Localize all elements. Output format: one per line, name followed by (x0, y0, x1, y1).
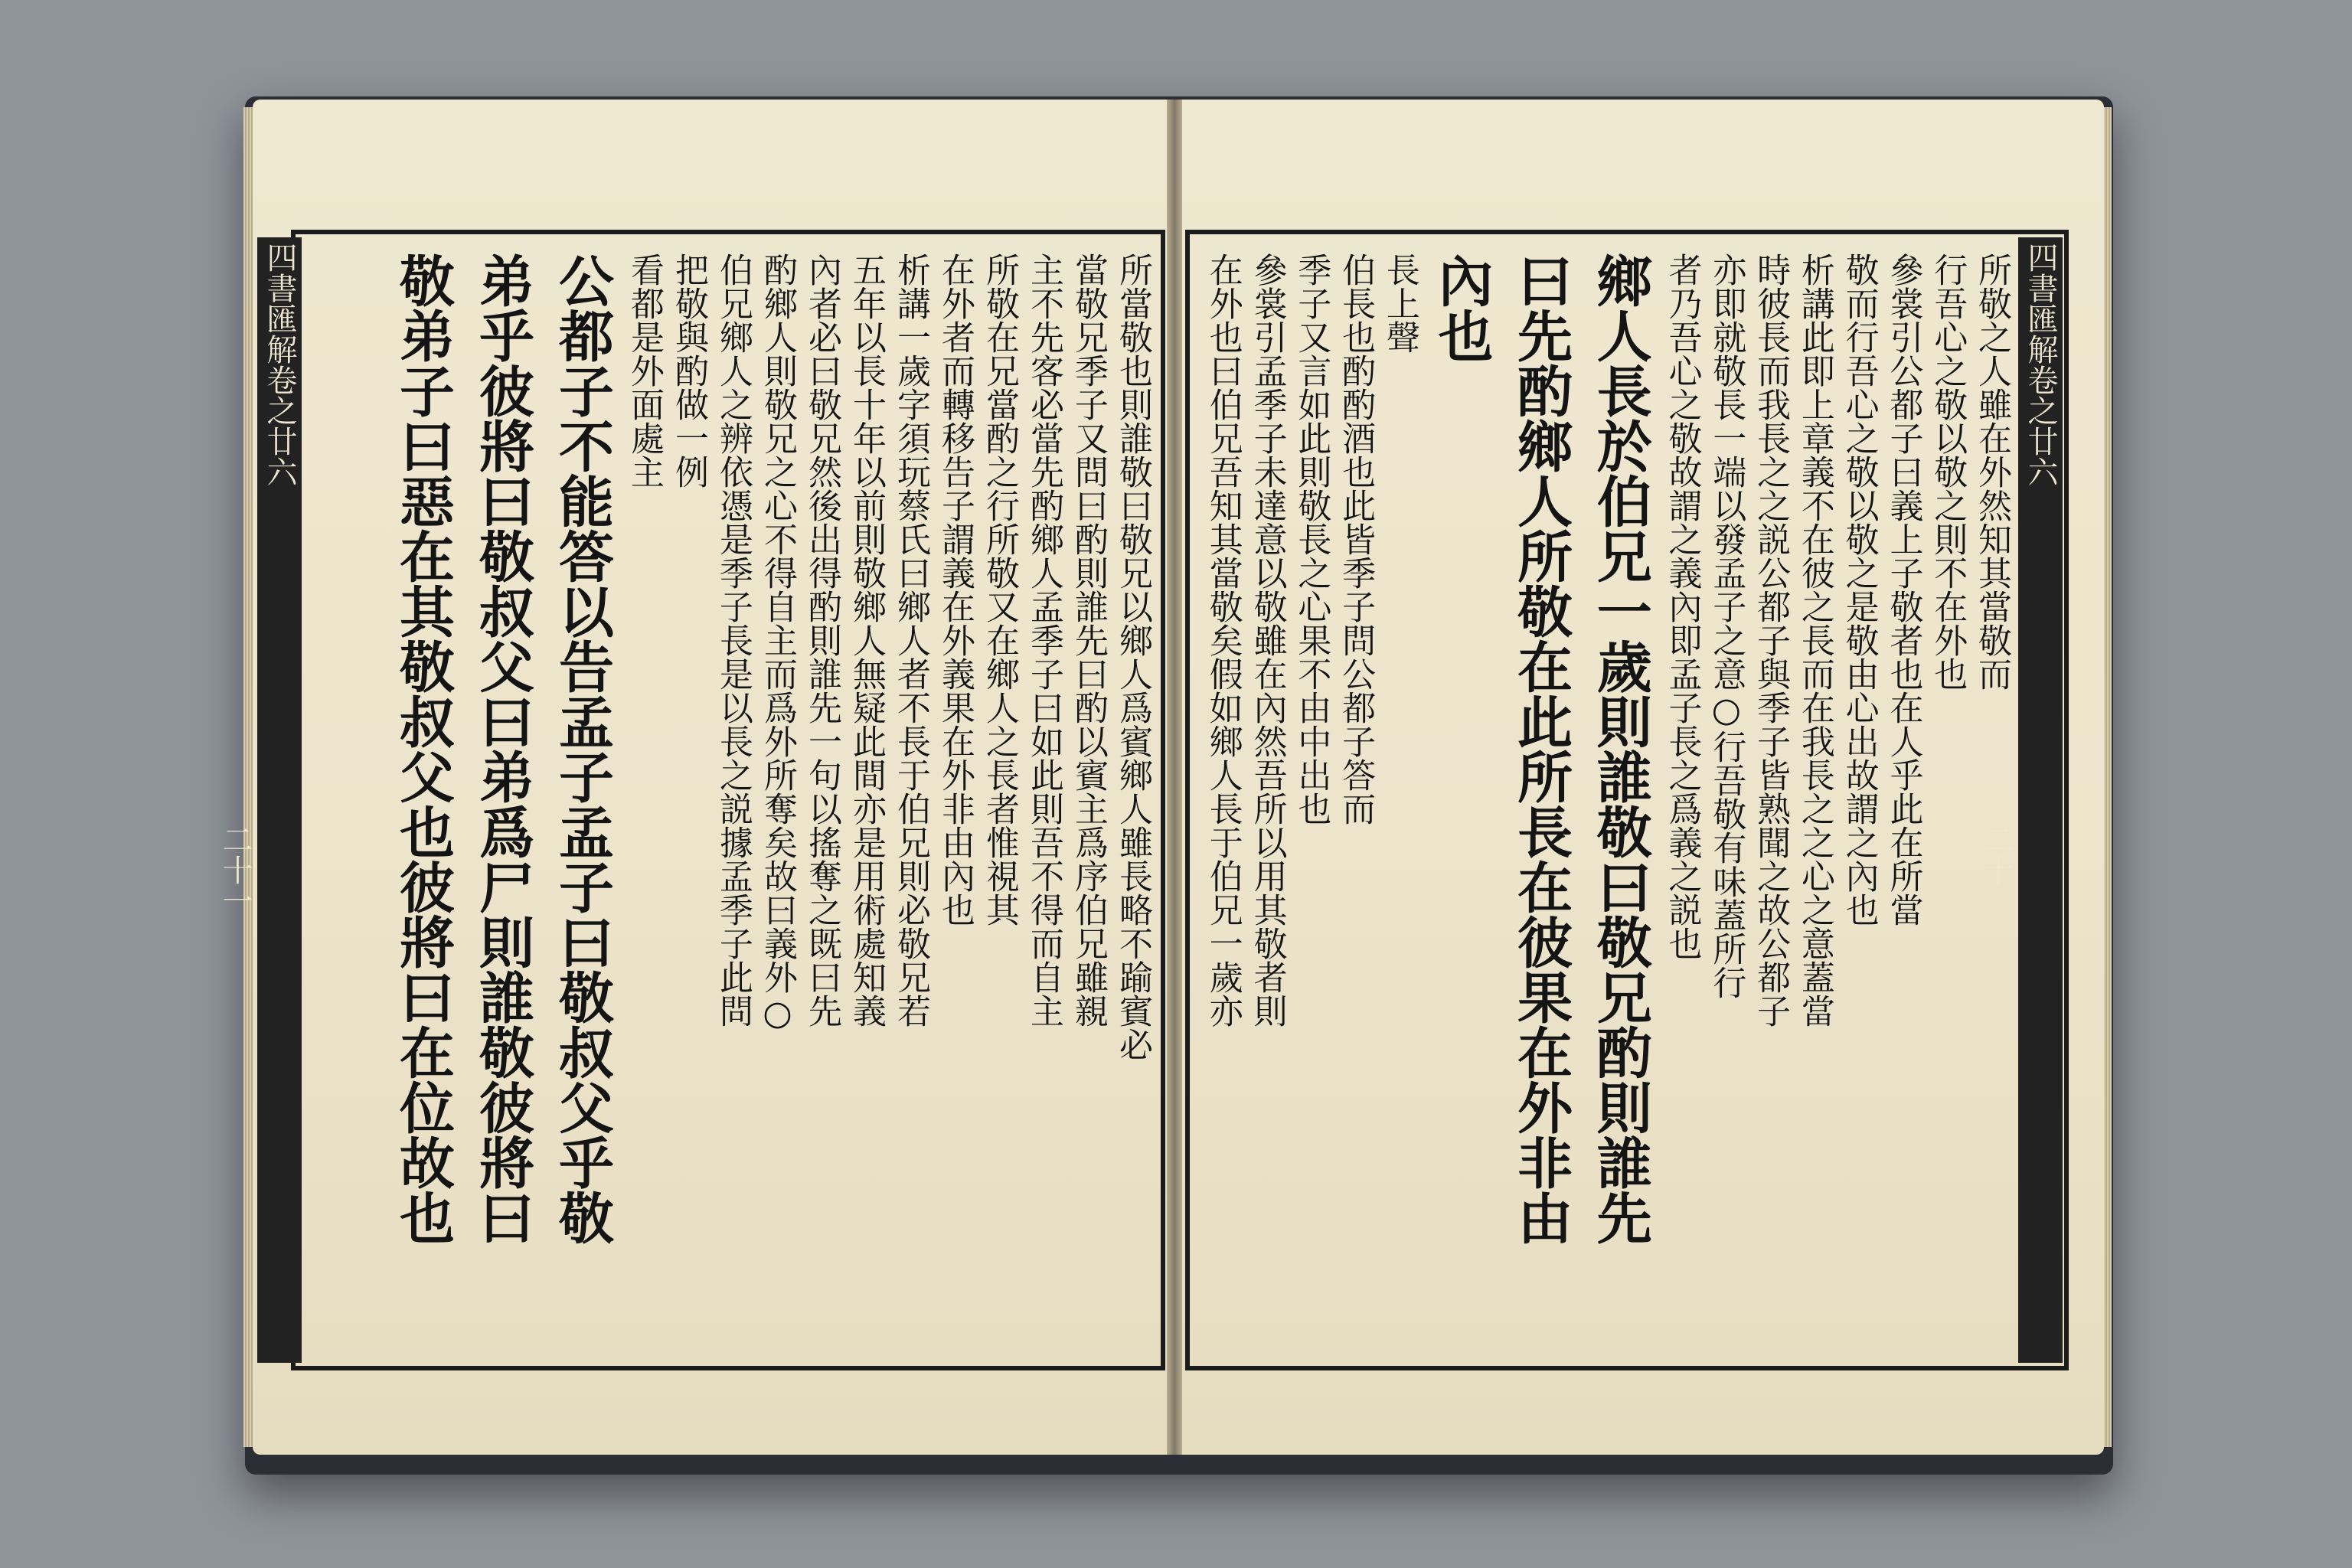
left-page-text-column: 把敬與酌做一例 (669, 253, 708, 488)
right-page-text-column: 亦即就敬長一端以發孟子之意○行吾敬有味蓋所行 (1707, 253, 1746, 999)
right-page-text-column: 季子又言如此則敬長之心果不由中出也 (1292, 253, 1331, 825)
right-page-text-column: 長上聲 (1380, 253, 1419, 354)
right-page-text-column: 伯長也酌酌酒也此皆季子問公都子答而 (1336, 253, 1376, 825)
right-margin-header: 四書匯解 (2023, 242, 2058, 364)
right-page-text-column: 參裳引孟季子未達意以敬雖在內然吾所以用其敬者則 (1247, 253, 1287, 1027)
left-page-text-column: 伯兄鄉人之辨依憑是季子長是以長之説據孟季子此問 (714, 253, 753, 1027)
right-page-text-column: 曰先酌鄉人所敬在此所長在彼果在外非由 (1508, 253, 1574, 1245)
left-page-text-column: 當敬兄季子又問曰酌則誰先曰酌以賓主爲序伯兄雖親 (1069, 253, 1108, 1027)
right-page-text-column: 行吾心之敬以敬之則不在外也 (1928, 253, 1968, 691)
left-page-text-column: 所當敬也則誰敬曰敬兄以鄉人爲賓鄉人雖長略不踰賓必 (1113, 253, 1152, 1061)
left-page-text-column: 內者必曰敬兄然後出得酌則誰先一句以搖奪之既曰先 (802, 253, 841, 1027)
left-page-text-column: 酌鄉人則敬兄之心不得自主而爲外所奪矣故曰義外○ (758, 253, 797, 1033)
left-margin-folio: 二十一 (217, 824, 253, 916)
left-page-text-column: 敬弟子曰惡在其敬叔父也彼將曰在位故也 (390, 253, 456, 1245)
right-page-text-column: 鄉人長於伯兄一歲則誰敬曰敬兄酌則誰先 (1587, 253, 1653, 1245)
right-margin-folio: 二十 (1978, 824, 2014, 885)
left-page-text-column: 五年以長十年以前則敬鄉人無疑此間亦是用術處知義 (847, 253, 886, 1027)
left-page-text-column: 弟乎彼將曰敬叔父曰弟爲尸則誰敬彼將曰 (470, 253, 535, 1245)
left-margin-header: 四書匯解 (262, 242, 297, 364)
right-page-text-column: 敬而行吾心之敬以敬之是敬由心出故謂之內也 (1839, 253, 1879, 926)
right-page-text-column: 在外也曰伯兄吾知其當敬矣假如鄉人長于伯兄一歲亦 (1203, 253, 1243, 1027)
right-text-columns (1200, 253, 2014, 1348)
left-page-text-column: 析講一歲字須玩蔡氏曰鄉人者不長于伯兄則必敬兄若 (891, 253, 930, 1027)
left-page-text-column: 看都是外面處主 (625, 253, 664, 488)
left-page-text-column: 主不先客必當先酌鄉人孟季子曰如此則吾不得而自主 (1024, 253, 1063, 1027)
left-text-columns (305, 253, 1155, 1348)
right-page-text-column: 參裳引公都子曰義上子敬者也在人乎此在所當 (1883, 253, 1923, 926)
right-page-text-column: 者乃吾心之敬故謂之義內即孟子長之爲義之説也 (1662, 253, 1702, 960)
left-margin-column (217, 237, 302, 1363)
book-gutter (1167, 100, 1182, 1455)
right-page-text-column: 所敬之人雖在外然知其當敬而 (1972, 253, 2011, 691)
left-page-text-column: 公都子不能答以告孟子孟子曰敬叔父乎敬 (550, 253, 615, 1245)
left-page-text-column: 在外者而轉移告子謂義在外義果在外非由內也 (936, 253, 975, 926)
right-margin-volume: 卷之廿六 (2023, 364, 2058, 487)
right-page-text-column: 內也 (1429, 253, 1494, 363)
right-page-text-column: 時彼長而我長之之説公都子與季子皆熟聞之故公都子 (1751, 253, 1791, 1027)
right-page-text-column: 析講此即上章義不在彼之長而在我長之之心之意蓋當 (1795, 253, 1834, 1027)
left-margin-volume: 卷之廿六 (262, 364, 297, 487)
left-page-text-column: 所敬在兄當酌之行所敬又在鄉人之長者惟視其 (980, 253, 1019, 926)
